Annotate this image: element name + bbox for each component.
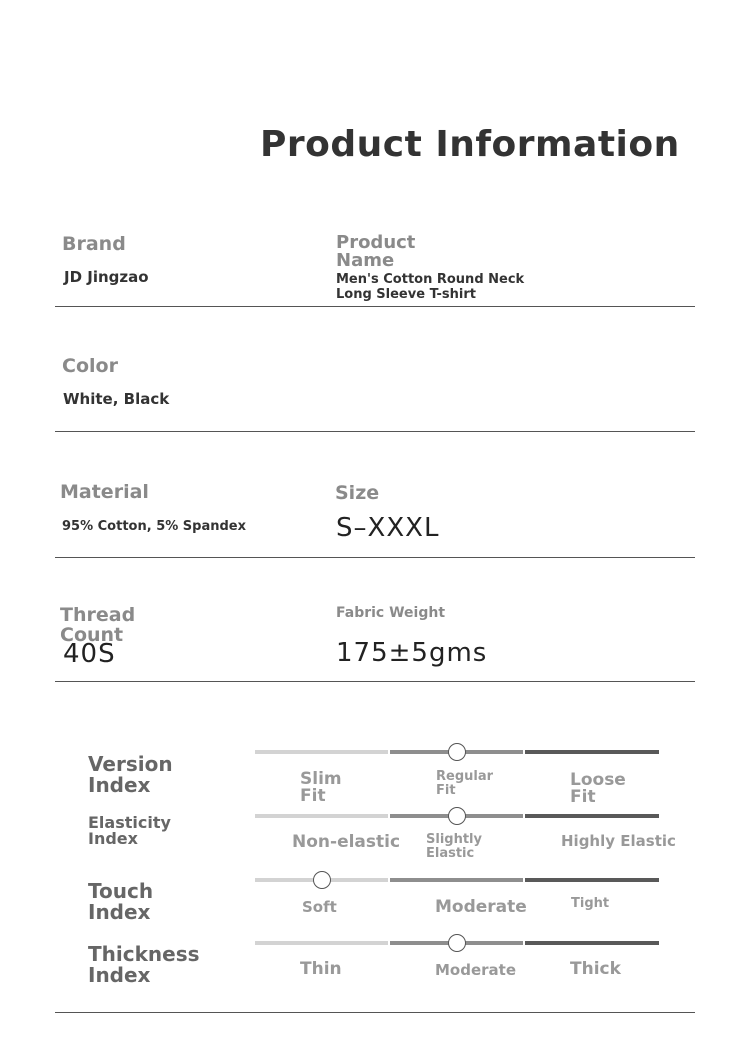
divider	[55, 681, 695, 682]
index-option: Loose Fit	[570, 770, 626, 807]
index-track-segment	[525, 941, 659, 945]
thickness-index-label: Thickness Index	[88, 942, 200, 987]
elasticity-index-label: Elasticity Index	[88, 813, 171, 848]
product-name-label: Product Name	[336, 232, 416, 271]
index-track-segment	[255, 814, 388, 818]
index-track-segment	[255, 941, 388, 945]
version-index-slider-knob	[448, 743, 466, 761]
material-label: Material	[60, 481, 149, 503]
product-name-value: Men's Cotton Round Neck Long Sleeve T-shirt	[336, 272, 525, 302]
index-option: Non-elastic	[292, 832, 401, 852]
thickness-index-slider-knob	[448, 934, 466, 952]
size-value: S–XXXL	[336, 513, 440, 543]
page-title: Product Information	[260, 124, 680, 165]
size-label: Size	[335, 482, 380, 504]
divider	[55, 557, 695, 558]
thread-count-label: Thread Count	[60, 604, 136, 646]
version-index-label: Version Index	[88, 752, 173, 797]
index-option: Slim Fit	[300, 769, 342, 806]
material-value: 95% Cotton, 5% Spandex	[62, 519, 246, 534]
fabric-weight-label: Fabric Weight	[336, 605, 446, 621]
color-value: White, Black	[63, 390, 170, 408]
divider	[55, 1012, 695, 1013]
brand-label: Brand	[62, 233, 126, 255]
index-option: Tight	[571, 896, 610, 911]
index-option: Thin	[300, 959, 342, 979]
elasticity-index-slider-knob	[448, 807, 466, 825]
index-track-segment	[255, 750, 388, 754]
index-option: Regular Fit	[436, 769, 494, 798]
index-option: Slightly Elastic	[426, 832, 482, 861]
index-track-segment	[525, 878, 659, 882]
brand-value: JD Jingzao	[64, 268, 149, 286]
index-track-segment	[525, 814, 659, 818]
touch-index-label: Touch Index	[88, 879, 154, 924]
index-track-segment	[390, 878, 523, 882]
index-option: Highly Elastic	[561, 832, 676, 850]
index-track-segment	[525, 750, 659, 754]
color-label: Color	[62, 355, 118, 377]
index-option: Soft	[302, 898, 337, 916]
touch-index-slider-knob	[313, 871, 331, 889]
index-option: Thick	[570, 959, 621, 979]
fabric-weight-value: 175±5gms	[336, 638, 488, 668]
thread-count-value: 40S	[63, 639, 116, 669]
divider	[55, 306, 695, 307]
divider	[55, 431, 695, 432]
index-option: Moderate	[435, 961, 517, 979]
index-option: Moderate	[435, 897, 527, 917]
